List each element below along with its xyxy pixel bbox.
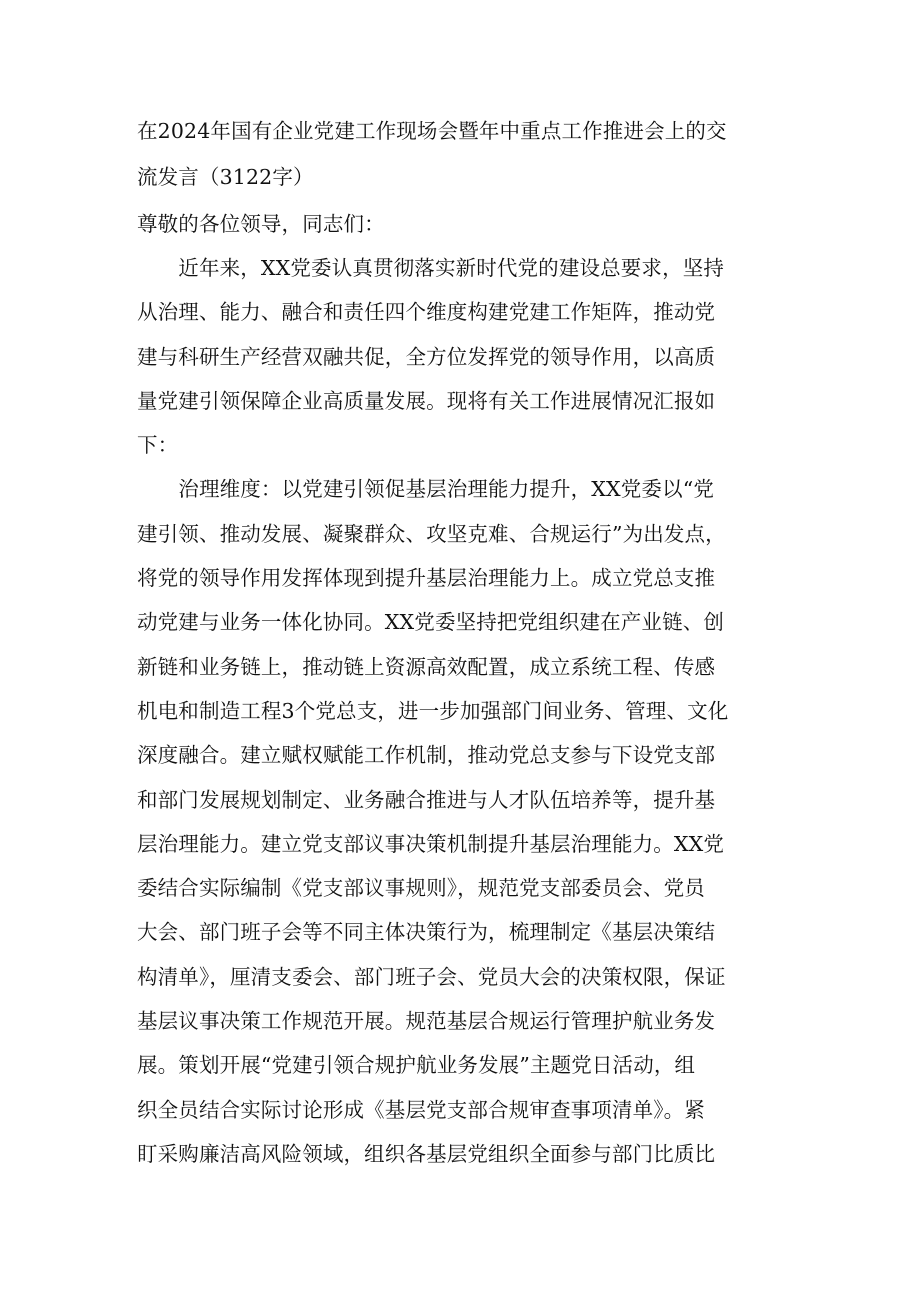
title-line: 流发言（3122字） <box>137 165 314 189</box>
paragraph-line: 盯采购廉洁高风险领域，组织各基层党组织全面参与部门比质比 <box>137 1141 716 1166</box>
paragraph-line: 量党建引领保障企业高质量发展。现将有关工作进展情况汇报如 <box>137 388 716 413</box>
paragraph-line: 新链和业务链上，推动链上资源高效配置，成立系统工程、传感 <box>137 654 716 679</box>
paragraph-line: 将党的领导作用发挥体现到提升基层治理能力上。成立党总支推 <box>137 566 716 591</box>
paragraph-line: 织全员结合实际讨论形成《基层党支部合规审查事项清单》。紧 <box>137 1097 705 1122</box>
paragraph-line: 基层议事决策工作规范开展。规范基层合规运行管理护航业务发 <box>137 1009 716 1034</box>
paragraph-line: 大会、部门班子会等不同主体决策行为，梳理制定《基层决策结 <box>137 920 716 945</box>
document-body <box>137 108 795 1176</box>
paragraph-line: 层治理能力。建立党支部议事决策机制提升基层治理能力。XX党 <box>137 831 725 856</box>
paragraph-line: 建引领、推动发展、凝聚群众、攻坚克难、合规运行”为出发点， <box>137 521 726 546</box>
paragraph-line: 深度融合。建立赋权赋能工作机制，推动党总支参与下设党支部 <box>137 743 716 768</box>
paragraph-line: 近年来，XX党委认真贯彻落实新时代党的建设总要求，坚持 <box>137 256 725 280</box>
paragraph-line: 构清单》，厘清支委会、部门班子会、党员大会的决策权限，保证 <box>137 964 726 989</box>
document-title <box>137 108 795 200</box>
paragraph-line: 治理维度：以党建引领促基层治理能力提升，XX党委以“党 <box>137 477 715 502</box>
paragraph-line: 委结合实际编制《党支部议事规则》，规范党支部委员会、党员 <box>137 876 705 901</box>
paragraph-line: 展。策划开展“党建引领合规护航业务发展”主题党日活动，组 <box>137 1053 696 1078</box>
paragraph-line: 机电和制造工程3个党总支，进一步加强部门间业务、管理、文化 <box>137 698 729 723</box>
paragraph-line: 动党建与业务一体化协同。XX党委坚持把党组织建在产业链、创 <box>137 610 725 635</box>
paragraph-line: 建与科研生产经营双融共促，全方位发挥党的领导作用，以高质 <box>137 344 716 369</box>
salutation: 尊敬的各位领导，同志们： <box>137 212 385 236</box>
paragraph-line: 从治理、能力、融合和责任四个维度构建党建工作矩阵，推动党 <box>137 300 716 325</box>
title-line: 在2024年国有企业党建工作现场会暨年中重点工作推进会上的交 <box>137 119 727 143</box>
paragraph-line: 下： <box>137 433 179 458</box>
paragraph-intro <box>137 246 795 467</box>
paragraph-governance <box>137 467 795 1176</box>
paragraph-line: 和部门发展规划制定、业务融合推进与人才队伍培养等，提升基 <box>137 787 716 812</box>
